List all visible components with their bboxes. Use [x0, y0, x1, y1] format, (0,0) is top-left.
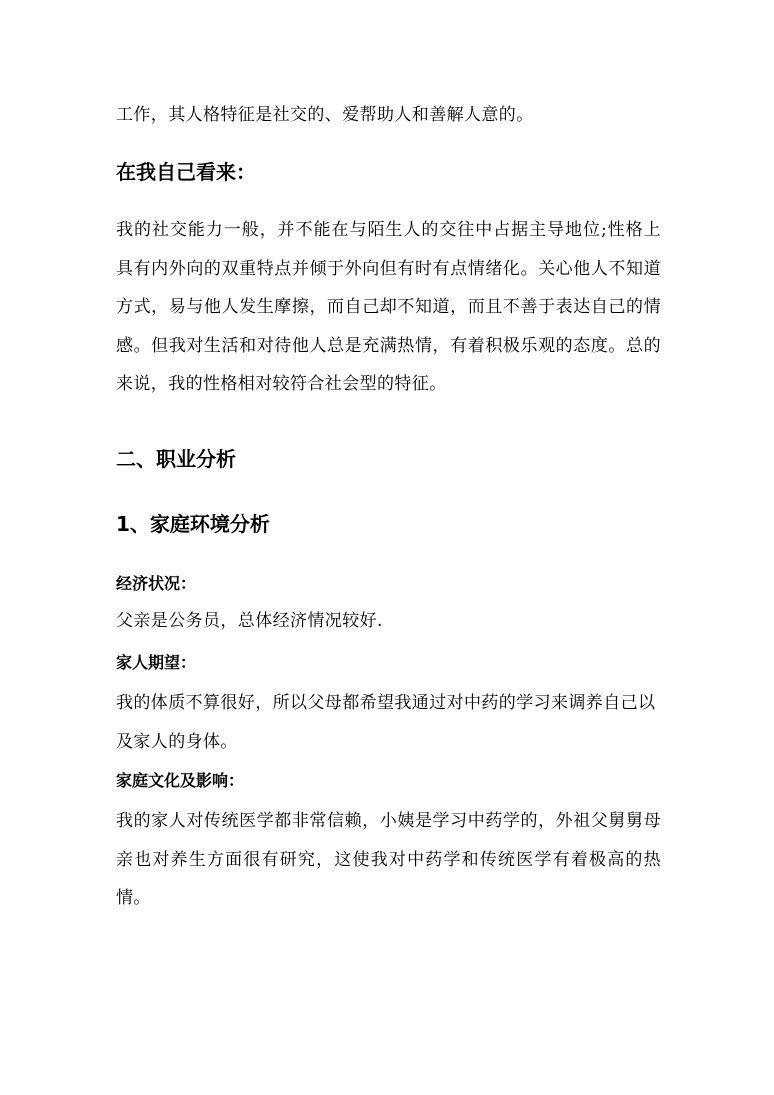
economic-text: 父亲是公务员，总体经济情况较好. — [116, 611, 383, 631]
expectation-label: 家人期望： — [116, 653, 197, 672]
expectation-text: 我的体质不算很好，所以父母都希望我通过对中药的学习来调养自己以及家人的身体。 — [116, 693, 656, 752]
self-view-heading: 在我自己看来： — [116, 160, 256, 184]
culture-label: 家庭文化及影响： — [116, 771, 245, 790]
intro-line: 工作，其人格特征是社交的、爱帮助人和善解人意的。 — [116, 105, 534, 125]
economic-label: 经济状况： — [116, 574, 197, 593]
section-heading: 二、职业分析 — [116, 447, 236, 471]
self-view-paragraph: 我的社交能力一般，并不能在与陌生人的交往中占据主导地位;性格上具有内外向的双重特点并倾于外向但有时有点情绪化。关心他人不知道方式，易与他人发生摩擦，而自己却不知道，而且不善于表达自己的情感。但我对生活和对待他人总是充满热情，有着积极乐观的态度。总的来说，我的性格相对较符合社会型的特征。 — [116, 220, 661, 394]
culture-text: 我的家人对传统医学都非常信赖，小姨是学习中药学的，外祖父舅舅母亲也对养生方面很有研究，这使我对中药学和传统医学有着极高的热情。 — [116, 811, 661, 908]
subsection-heading: 1、家庭环境分析 — [116, 512, 270, 536]
